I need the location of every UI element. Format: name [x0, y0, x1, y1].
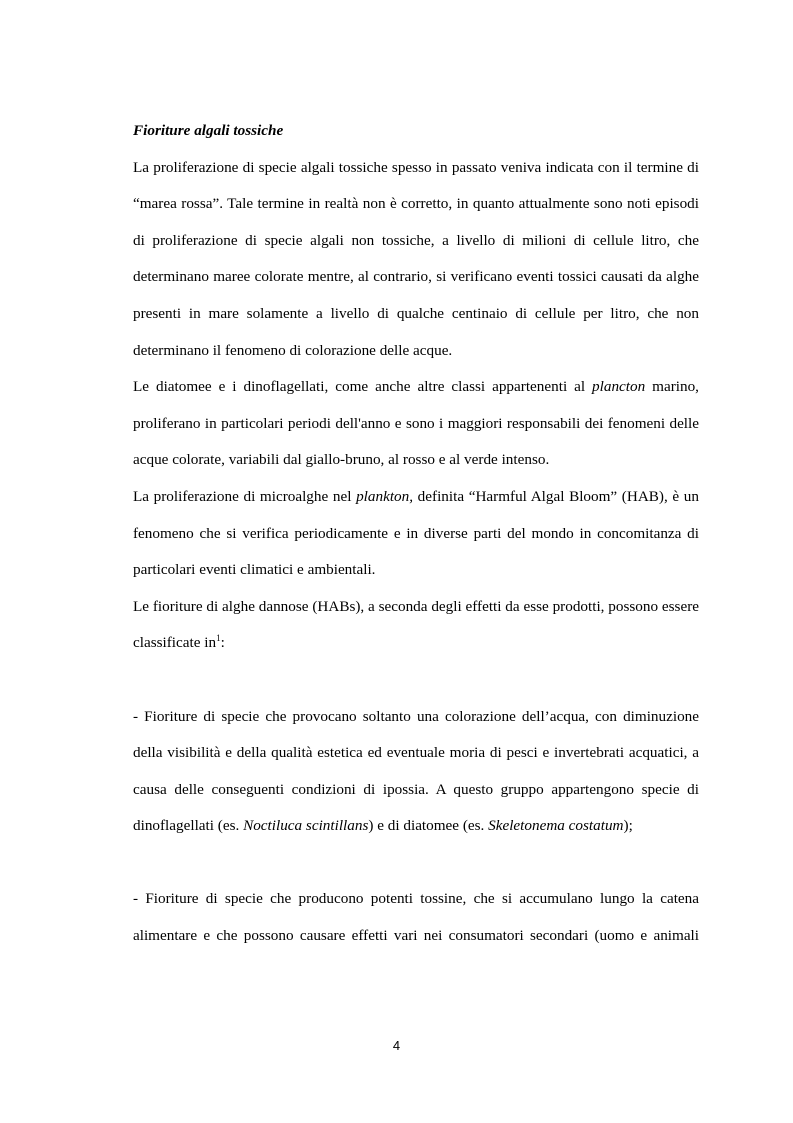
- paragraph-3: [133, 479, 699, 589]
- footnote-reference[interactable]: 1: [216, 633, 221, 644]
- list-item-1-italic-b: Skeletonema costatum: [488, 817, 624, 835]
- list-item-1-italic-a: Noctiluca scintillans: [243, 817, 369, 835]
- paragraph-2: [133, 369, 699, 479]
- list-item-2: - Fioriture di specie che producono potenti tossine, che si accumulano lungo la catena alimentare e che possono causare effetti vari nei consumatori secondari (uomo e animali: [133, 890, 699, 945]
- paragraph-2-text-b: marino, proliferano in particolari periodi dell'anno e sono i maggiori responsabili dei fenomeni delle acque colorate, variabili dal giallo-bruno, al rosso e al verde intenso.: [133, 378, 699, 469]
- list-item-1-text-a: - Fioriture di specie che provocano soltanto una colorazione dell’acqua, con diminuzione della visibilità e della qualità estetica ed eventuale moria di pesci e invertebrati acquatici, a causa delle conseguenti condizioni di ipossia. A questo gruppo appartengono specie di dinoflagellati (es.: [133, 707, 699, 835]
- document-body: [133, 113, 699, 955]
- list-item-1-text-c: );: [623, 817, 633, 835]
- page-number: 4: [392, 1038, 401, 1053]
- paragraph-2-italic: plancton: [592, 378, 646, 396]
- blank-line: [133, 845, 699, 882]
- paragraph-4-text: Le fioriture di alghe dannose (HABs), a seconda degli effetti da esse prodotti, possono essere classificate in: [133, 597, 699, 652]
- paragraph-3-italic: plankton,: [356, 487, 414, 505]
- blank-line: [133, 662, 699, 699]
- paragraph-1: La proliferazione di specie algali tossiche spesso in passato veniva indicata con il termine di “marea rossa”. Tale termine in realtà non è corretto, in quanto attualmente sono noti episodi di proliferazione di specie algali non tossiche, a livello di milioni di cellule litro, che determinano maree colorate mentre, al contrario, si verificano eventi tossici causati da alghe presenti in mare solamente a livello di qualche centinaio di cellule per litro, che non determinano il fenomeno di colorazione delle acque.: [133, 158, 699, 359]
- paragraph-3-text-b: definita “Harmful Algal Bloom” (HAB), è un fenomeno che si verifica periodicamente e in diverse parti del mondo in concomitanza di particolari eventi climatici e ambientali.: [133, 487, 699, 579]
- paragraph-4-colon: :: [220, 634, 225, 652]
- list-item-1: [133, 699, 699, 845]
- paragraph-4: [133, 589, 699, 662]
- list-item-1-text-b: ) e di diatomee (es.: [368, 817, 489, 835]
- section-heading: Fioriture algali tossiche: [133, 122, 284, 139]
- paragraph-3-text-a: La proliferazione di microalghe nel: [133, 487, 357, 505]
- paragraph-2-text-a: Le diatomee e i dinoflagellati, come anche altre classi appartenenti al: [133, 378, 593, 396]
